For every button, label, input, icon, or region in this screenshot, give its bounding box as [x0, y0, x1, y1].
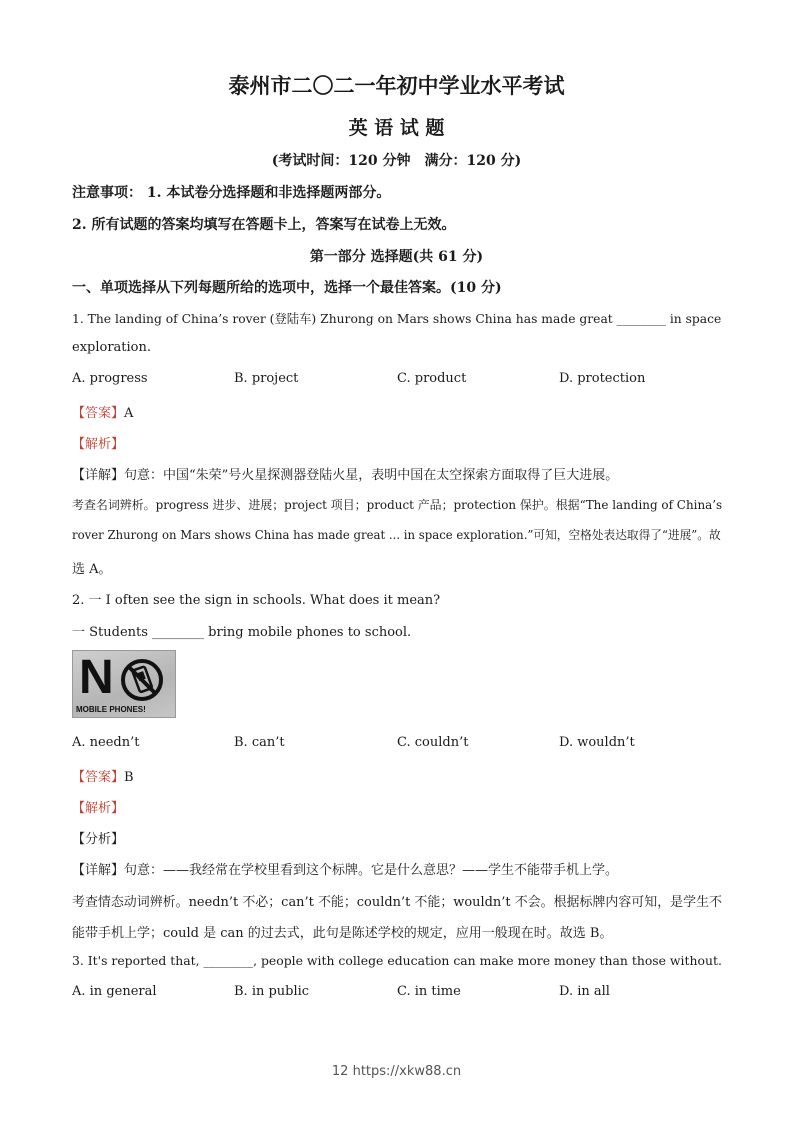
q2-explain-line-1: 考查情态动词辨析。needn’t 不必；can’t 不能；couldn’t 不能；wouldn’t 不会。根据标牌内容可知，是学生不: [72, 895, 722, 910]
q1-stem-line-2: exploration.: [72, 340, 152, 355]
answer-label: 【答案】: [72, 406, 125, 421]
q2-stem-line-2: 一 Students ________ bring mobile phones to school.: [72, 625, 412, 640]
q2-explain-line-2: 能带手机上学；could 是 can 的过去式，此句是陈述学校的规定，应用一般现在时。故选 B。: [72, 926, 613, 941]
q1-explain-line-3: 选 A。: [72, 562, 112, 577]
sign-letter: N: [79, 651, 114, 704]
q2-option-d: D. wouldn’t: [559, 735, 635, 750]
answer-value: A: [124, 406, 134, 421]
answer-value: B: [124, 770, 134, 785]
q1-stem-line-1: 1. The landing of China’s rover (登陆车) Zhurong on Mars shows China has made great ________ in space: [72, 312, 722, 326]
q3-option-d: D. in all: [559, 984, 610, 999]
q1-option-a: A. progress: [72, 371, 148, 386]
q3-option-c: C. in time: [397, 984, 461, 999]
q1-option-b: B. project: [234, 371, 299, 386]
sign-caption: MOBILE PHONES!: [76, 705, 146, 714]
q1-detail: 【详解】句意：中国“朱荣”号火星探测器登陆火星，表明中国在太空探索方面取得了巨大进展。: [72, 468, 619, 483]
exam-title: 泰州市二〇二一年初中学业水平考试: [228, 73, 565, 98]
part-heading: 第一部分 选择题(共 61 分): [309, 249, 484, 265]
exam-subtitle: 英 语 试 题: [348, 117, 445, 139]
q2-option-c: C. couldn’t: [397, 735, 469, 750]
section-heading: 一、单项选择从下列每题所给的选项中，选择一个最佳答案。(10 分): [72, 280, 502, 296]
q1-option-c: C. product: [397, 371, 467, 386]
q2-option-b: B. can’t: [234, 735, 285, 750]
q1-answer: [72, 402, 133, 421]
notice-line-2: 2. 所有试题的答案均填写在答题卡上，答案写在试卷上无效。: [72, 217, 456, 233]
q3-option-b: B. in public: [234, 984, 310, 999]
q2-answer: [72, 766, 134, 785]
page-footer: 12 https://xkw88.cn: [331, 1064, 462, 1079]
q1-option-d: D. protection: [559, 371, 646, 386]
q2-stem-line-1: 2. 一 I often see the sign in schools. What does it mean?: [72, 593, 441, 608]
answer-label: 【答案】: [72, 770, 125, 785]
q2-analysis-label: 【解析】: [72, 801, 125, 816]
no-phone-icon: [119, 657, 165, 703]
no-mobile-phones-sign: [72, 650, 176, 718]
q1-explain-line-2: rover Zhurong on Mars shows China has made great ... in space exploration.”可知，空格处表达取得了“进展”。故: [72, 528, 721, 542]
notice-line-1: 注意事项： 1. 本试卷分选择题和非选择题两部分。: [72, 185, 391, 201]
q2-option-a: A. needn’t: [72, 735, 140, 750]
q3-stem: 3. It's reported that, ________, people with college education can make more money than those without.: [72, 953, 722, 968]
q2-analyze-label: 【分析】: [72, 832, 125, 847]
q2-detail: 【详解】句意：——我经常在学校里看到这个标牌。它是什么意思？——学生不能带手机上学。: [72, 863, 619, 878]
q1-explain-line-1: 考查名词辨析。progress 进步、进展；project 项目；product 产品；protection 保护。根据“The landing of China’s: [72, 498, 723, 512]
exam-info: (考试时间：120 分钟 满分：120 分): [271, 153, 522, 169]
q3-option-a: A. in general: [72, 984, 157, 999]
q1-analysis-label: 【解析】: [72, 437, 125, 452]
